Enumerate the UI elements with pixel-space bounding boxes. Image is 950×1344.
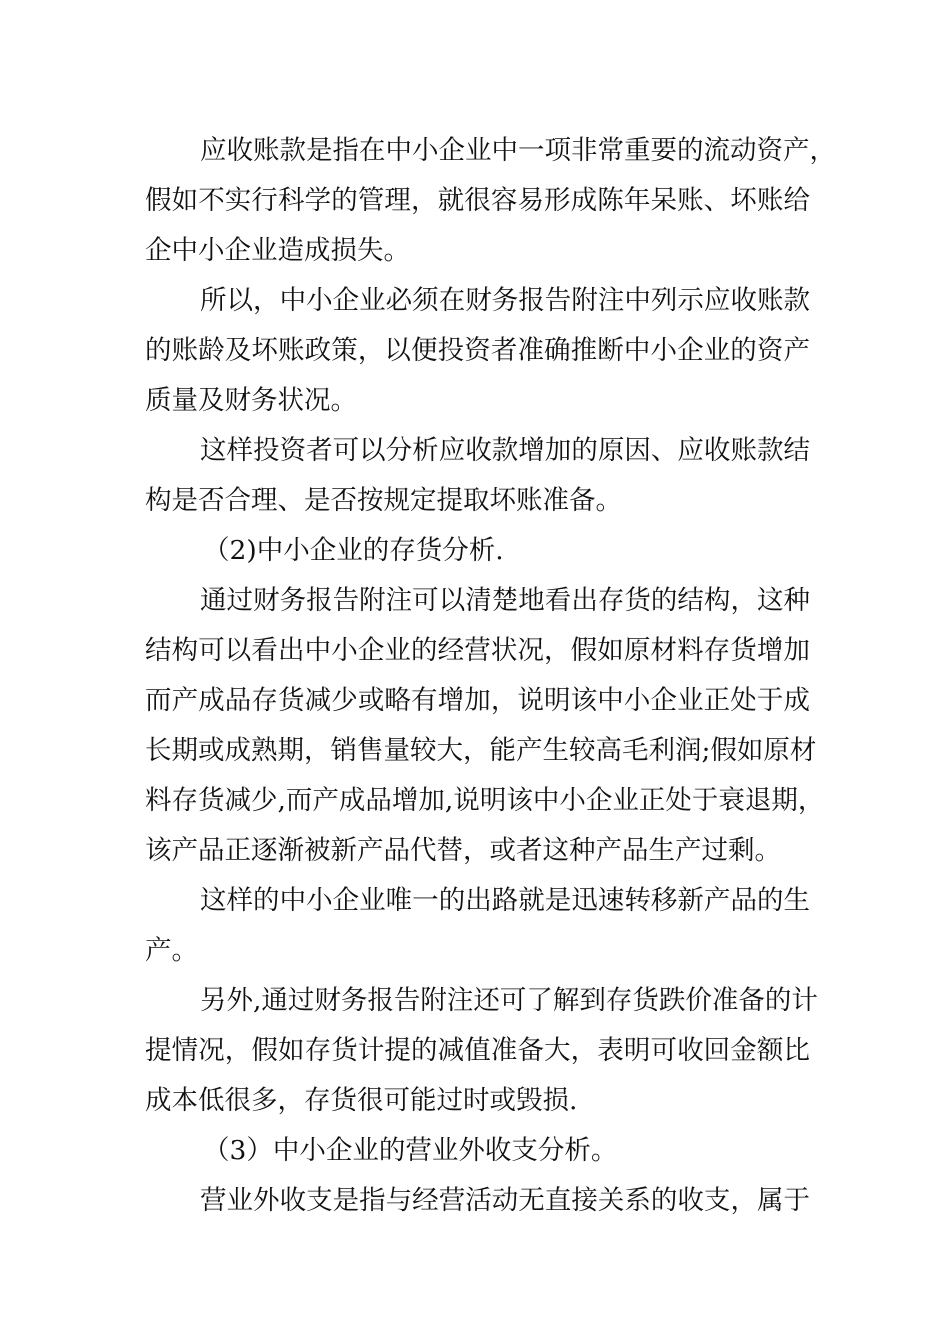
body-line: 企中小企业造成损失。: [145, 235, 410, 266]
body-line: 提情况，假如存货计提的减值准备大，表明可收回金额比: [145, 1035, 810, 1066]
body-line: 另外,通过财务报告附注还可了解到存货跌价准备的计: [200, 985, 818, 1016]
section-heading: （3）中小企业的营业外收支分析。: [203, 1135, 618, 1166]
section-heading: （2)中小企业的存货分析.: [203, 535, 504, 566]
document-body: [145, 126, 836, 1226]
body-line: 的账龄及坏账政策，以便投资者准确推断中小企业的资产: [145, 335, 810, 366]
body-line: 这样投资者可以分析应收款增加的原因、应收账款结: [200, 435, 810, 466]
body-line: 这样的中小企业唯一的出路就是迅速转移新产品的生: [200, 885, 810, 916]
body-line: 所以，中小企业必须在财务报告附注中列示应收账款: [200, 285, 810, 316]
body-line: 质量及财务状况。: [145, 385, 357, 416]
body-line: 长期或成熟期，销售量较大，能产生较高毛利润;假如原材: [145, 735, 817, 766]
body-line: 应收账款是指在中小企业中一项非常重要的流动资产，: [200, 135, 836, 166]
body-line: 假如不实行科学的管理，就很容易形成陈年呆账、坏账给: [145, 185, 810, 216]
body-line: 构是否合理、是否按规定提取坏账准备。: [145, 485, 622, 516]
body-line: 而产成品存货减少或略有增加，说明该中小企业正处于成: [145, 685, 810, 716]
body-line: 料存货减少,而产成品增加,说明该中小企业正处于衰退期，: [145, 785, 825, 816]
body-line: 营业外收支是指与经营活动无直接关系的收支，属于: [200, 1185, 810, 1216]
body-line: 该产品正逐渐被新产品代替，或者这种产品生产过剩。: [145, 835, 781, 866]
body-line: 结构可以看出中小企业的经营状况，假如原材料存货增加: [145, 635, 810, 666]
body-line: 通过财务报告附注可以清楚地看出存货的结构，这种: [200, 585, 810, 616]
body-line: 成本低很多，存货很可能过时或毁损.: [145, 1085, 578, 1116]
body-line: 产。: [145, 935, 198, 966]
